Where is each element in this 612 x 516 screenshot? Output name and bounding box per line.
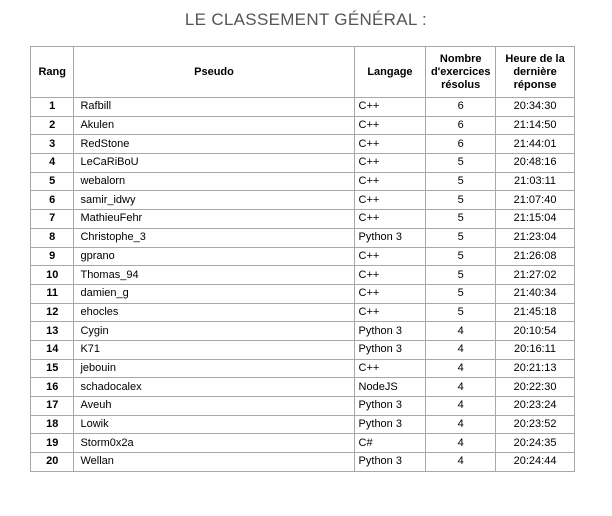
cell-last-answer-time: 20:24:35 [496,434,575,453]
cell-last-answer-time: 20:16:11 [496,340,575,359]
cell-rank: 7 [31,210,74,229]
cell-rank: 18 [31,415,74,434]
cell-rank: 10 [31,266,74,285]
cell-last-answer-time: 21:44:01 [496,135,575,154]
header-name: Pseudo [74,47,354,98]
cell-pseudo: damien_g [74,284,354,303]
cell-solved-count: 5 [426,191,496,210]
table-row [31,98,575,117]
header-time: Heure de la dernière réponse [496,47,575,98]
cell-rank: 14 [31,340,74,359]
cell-last-answer-time: 20:23:52 [496,415,575,434]
cell-language: C++ [354,154,426,173]
cell-rank: 15 [31,359,74,378]
cell-language: C++ [354,135,426,154]
cell-last-answer-time: 21:23:04 [496,228,575,247]
cell-language: C++ [354,98,426,117]
header-rank: Rang [31,47,74,98]
cell-last-answer-time: 21:15:04 [496,210,575,229]
cell-rank: 4 [31,154,74,173]
cell-language: C++ [354,247,426,266]
table-row [31,191,575,210]
cell-solved-count: 5 [426,284,496,303]
cell-last-answer-time: 21:14:50 [496,116,575,135]
table-row [31,154,575,173]
cell-solved-count: 5 [426,172,496,191]
ranking-table [30,46,575,472]
cell-language: C++ [354,284,426,303]
cell-language: C++ [354,116,426,135]
table-row [31,135,575,154]
cell-language: NodeJS [354,378,426,397]
cell-pseudo: K71 [74,340,354,359]
cell-pseudo: jebouin [74,359,354,378]
cell-rank: 1 [31,98,74,117]
cell-pseudo: Aveuh [74,397,354,416]
cell-language: Python 3 [354,397,426,416]
header-solved: Nombre d'exercices résolus [426,47,496,98]
cell-rank: 11 [31,284,74,303]
cell-pseudo: Wellan [74,453,354,472]
cell-rank: 8 [31,228,74,247]
cell-solved-count: 5 [426,303,496,322]
cell-pseudo: LeCaRiBoU [74,154,354,173]
table-row [31,228,575,247]
table-row [31,210,575,229]
table-row [31,284,575,303]
cell-language: C++ [354,191,426,210]
cell-pseudo: schadocalex [74,378,354,397]
table-row [31,303,575,322]
table-row [31,397,575,416]
cell-solved-count: 4 [426,453,496,472]
page-title: LE CLASSEMENT GÉNÉRAL : [184,10,428,29]
cell-solved-count: 4 [426,322,496,341]
table-row [31,434,575,453]
cell-solved-count: 4 [426,434,496,453]
cell-solved-count: 5 [426,228,496,247]
cell-rank: 16 [31,378,74,397]
cell-last-answer-time: 21:26:08 [496,247,575,266]
cell-pseudo: Cygin [74,322,354,341]
cell-last-answer-time: 21:27:02 [496,266,575,285]
cell-rank: 5 [31,172,74,191]
table-header-row [31,47,575,98]
header-language: Langage [354,47,426,98]
cell-solved-count: 6 [426,116,496,135]
cell-pseudo: Lowik [74,415,354,434]
cell-solved-count: 4 [426,378,496,397]
cell-last-answer-time: 21:40:34 [496,284,575,303]
cell-rank: 13 [31,322,74,341]
cell-rank: 19 [31,434,74,453]
cell-solved-count: 6 [426,98,496,117]
cell-solved-count: 5 [426,247,496,266]
cell-last-answer-time: 20:10:54 [496,322,575,341]
cell-pseudo: webalorn [74,172,354,191]
cell-pseudo: samir_idwy [74,191,354,210]
cell-rank: 3 [31,135,74,154]
cell-language: C++ [354,210,426,229]
cell-last-answer-time: 20:23:24 [496,397,575,416]
table-row [31,322,575,341]
cell-pseudo: RedStone [74,135,354,154]
cell-rank: 6 [31,191,74,210]
cell-solved-count: 5 [426,210,496,229]
table-row [31,378,575,397]
ranking-body [31,98,575,472]
cell-pseudo: MathieuFehr [74,210,354,229]
cell-language: C++ [354,172,426,191]
table-row [31,172,575,191]
cell-last-answer-time: 20:21:13 [496,359,575,378]
cell-solved-count: 4 [426,359,496,378]
cell-last-answer-time: 20:34:30 [496,98,575,117]
cell-last-answer-time: 20:48:16 [496,154,575,173]
cell-rank: 17 [31,397,74,416]
cell-pseudo: Rafbill [74,98,354,117]
cell-language: Python 3 [354,322,426,341]
cell-language: C++ [354,266,426,285]
cell-last-answer-time: 21:45:18 [496,303,575,322]
cell-language: Python 3 [354,228,426,247]
cell-pseudo: Storm0x2a [74,434,354,453]
cell-last-answer-time: 20:22:30 [496,378,575,397]
cell-language: C# [354,434,426,453]
cell-last-answer-time: 21:07:40 [496,191,575,210]
cell-solved-count: 6 [426,135,496,154]
cell-solved-count: 5 [426,266,496,285]
table-row [31,116,575,135]
table-row [31,247,575,266]
cell-solved-count: 4 [426,340,496,359]
cell-pseudo: Thomas_94 [74,266,354,285]
cell-rank: 9 [31,247,74,266]
table-row [31,453,575,472]
cell-solved-count: 4 [426,397,496,416]
cell-rank: 2 [31,116,74,135]
cell-solved-count: 5 [426,154,496,173]
cell-rank: 12 [31,303,74,322]
cell-last-answer-time: 21:03:11 [496,172,575,191]
cell-language: C++ [354,359,426,378]
table-row [31,340,575,359]
table-row [31,266,575,285]
cell-language: Python 3 [354,340,426,359]
cell-pseudo: ehocles [74,303,354,322]
cell-last-answer-time: 20:24:44 [496,453,575,472]
cell-pseudo: Christophe_3 [74,228,354,247]
cell-pseudo: gprano [74,247,354,266]
cell-language: C++ [354,303,426,322]
cell-language: Python 3 [354,415,426,434]
cell-rank: 20 [31,453,74,472]
table-row [31,415,575,434]
cell-solved-count: 4 [426,415,496,434]
cell-pseudo: Akulen [74,116,354,135]
cell-language: Python 3 [354,453,426,472]
table-row [31,359,575,378]
